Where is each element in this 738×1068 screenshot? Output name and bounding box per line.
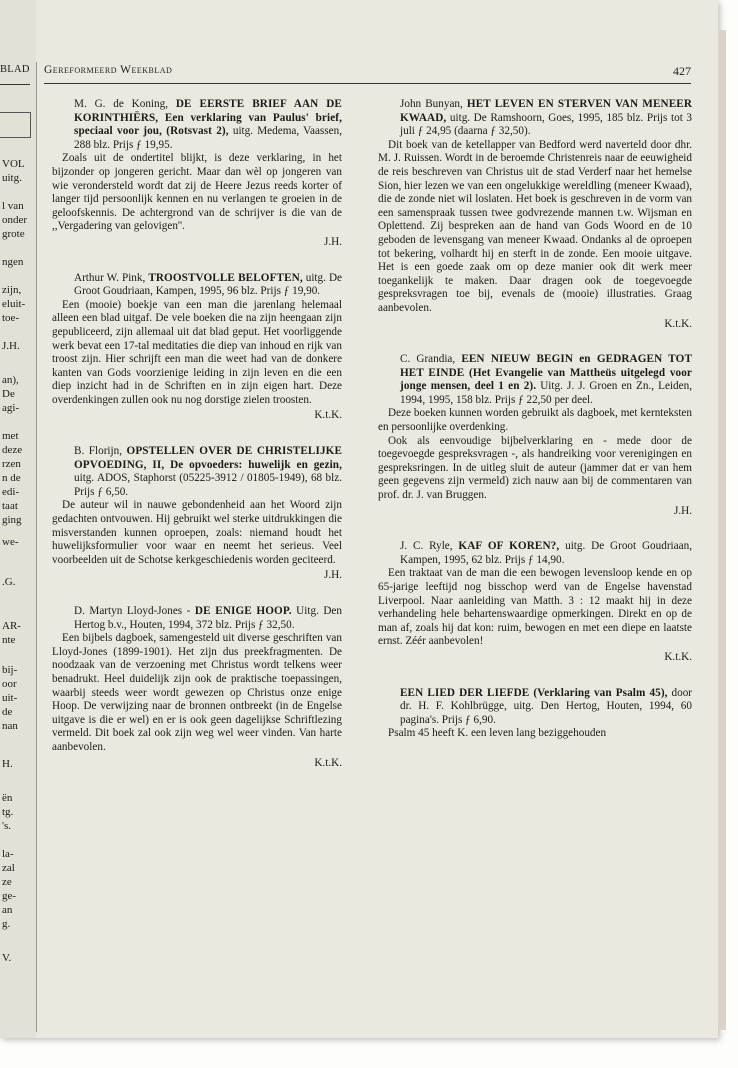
previous-page-fragment: deze: [2, 444, 23, 456]
review-title: OPSTELLEN OVER DE CHRISTELIJKE OPVOEDING, II, De opvoeders: huwelijk en gezin,: [74, 445, 343, 471]
previous-page-fragment: ging: [2, 514, 22, 526]
review-body: [378, 567, 692, 649]
review-paragraph: Deze boeken kunnen worden gebruikt als dagboek, met kernteksten en persoonlijke overdenking.: [378, 407, 692, 434]
previous-page-fragment: ngen: [2, 256, 24, 268]
review-paragraph: Ook als eenvoudige bijbelverklaring en - mede door de toegevoegde gespreksvragen -, als handreiking voor verenigingen en gespreksringen. In de uitleg sluit de auteur (jammer dat er van hem geen gegevens zijn vermeld) zich nauw aan bij de commentaren van prof. dr. J. van Bruggen.: [378, 434, 692, 502]
previous-page-fragment: bij-: [2, 664, 18, 676]
previous-page-fragment: zal: [2, 862, 15, 874]
previous-page-rule: [0, 84, 30, 85]
review: [378, 98, 692, 331]
previous-page-fragment: taat: [2, 500, 18, 512]
review: [378, 540, 692, 664]
review-publication: Uitg. Den Hertog b.v., Houten, 1994, 372 blz. Prijs ƒ 32,50.: [74, 605, 342, 631]
previous-page-fragment: De: [2, 388, 15, 400]
previous-page-header: BLAD: [0, 64, 30, 75]
review-signature: K.t.K.: [664, 650, 692, 663]
review-signature: J.H.: [673, 504, 692, 517]
review-title: EEN LIED DER LIEFDE (Verklaring van Psalm 45),: [400, 686, 668, 699]
review-paragraph: Een traktaat van de man die een bewogen levensloop kende en op 65-jarige leeftijd nog bisschop werd van de Engelse havenstad Liverpool. Naar aanleiding van Matth. 3 : 12 maakt hij in deze verhandeling hele behartenswaardige opmerkingen. Direkt en op de man af, zoals hij dat kon: ruim, bewogen en met een diepe en laatste ernst. Zéér aanbevolen!: [378, 567, 692, 648]
previous-page-fragment: la-: [2, 848, 14, 860]
previous-page-fragment: g.: [2, 918, 11, 930]
previous-page-fragment: edi-: [2, 486, 20, 498]
review-paragraph: Een bijbels dagboek, samengesteld uit diverse geschriften van Lloyd-Jones (1899-1901). Het zijn dus preekfragmenten. De noodzaak van de verzoening met Christus wordt telkens weer benadrukt. Heel duidelijk zijn ook de praktische toepassingen, waarbij steeds weer wordt gewezen op Christus onze enige Hoop. De verwijzing naar de bronnen ontbreekt (in de Engelse uitgave is die er wel) en er is ook geen dagelijkse Schriftlezing vermeld. Dit boek zal ook zijn weg wel weer vinden. Van harte aanbevolen.: [52, 632, 342, 753]
previous-page-fragment: an: [2, 904, 13, 916]
review-author: Arthur W. Pink,: [74, 271, 146, 284]
review-heading: [52, 445, 342, 499]
previous-page-fragment: n de: [2, 472, 21, 484]
page-fold-divider: [36, 62, 37, 1032]
previous-page-fragment: uit-: [2, 692, 18, 704]
review-paragraph: Dit boek van de ketellapper van Bedford werd naverteld door dhr. M. J. Ruissen. Wordt in de beroemde Christenreis naar de eeuwigheid de reis beschreven van Christus uit de stad Verderf naar het hemelse Sion, hier lezen we van een ongelukkige wereldling (meneer Kwaad), die de zonde niet wil loslaten. Het boek is geschreven in de vorm van een samenspraak tussen twee godvrezende mannen t.w. Wijsman en Oplettend. Zij bespreken aan de hand van Gods Woord en de 10 geboden de levensgang van meneer Kwaad. Ondanks al de oproepen tot bekering, volhardt hij en sterft in de zonde. Een mooie uitgave. Het is een goede zaak om op deze manier ook dit werk meer toegankelijk te maken. Daar dragen ook de toegevoegde gespreksvragen toe bij, evenals de (mooie) illustraties. Graag aanbevolen.: [378, 138, 692, 314]
review-body: [52, 499, 342, 567]
review-signature: K.t.K.: [314, 756, 342, 769]
review: [52, 98, 342, 250]
previous-page-fragment: nan: [2, 720, 18, 732]
review-title: KAF OF KOREN?,: [458, 540, 560, 553]
review-publication: Uitg. J. J. Groen en Zn., Leiden, 1994, 1995, 158 blz. Prijs ƒ 22,50 per deel.: [400, 380, 693, 406]
previous-page-fragment: zijn,: [2, 284, 22, 296]
previous-page-fragment: nte: [2, 634, 16, 646]
review-heading: [378, 353, 692, 407]
previous-page-fragment: l van: [2, 200, 24, 212]
review-signature: J.H.: [323, 235, 342, 248]
review: [52, 605, 342, 770]
review-publication: door dr. H. F. Kohlbrügge, uitg. Den Hertog, Houten, 1994, 60 pagina's. Prijs ƒ 6,90.: [400, 686, 693, 726]
review-body: [378, 727, 692, 741]
previous-page-fragment: tg.: [2, 806, 14, 818]
previous-page-box: [0, 112, 31, 138]
review: [378, 687, 692, 741]
page-number: 427: [673, 64, 691, 78]
previous-page-fragment: eluit-: [2, 298, 26, 310]
running-header: [44, 64, 691, 82]
review-heading: [378, 98, 692, 139]
review-signature: K.t.K.: [664, 317, 692, 330]
review-body: [378, 407, 692, 502]
review-heading: [378, 540, 692, 567]
previous-page-fragment: ge-: [2, 890, 17, 902]
review-paragraph: Een (mooie) boekje van een man die jarenlang helemaal alleen een blad uitgaf. De vele boeken die na zijn heengaan zijn gepubliceerd, zijn allemaal uit dat blad geput. Het voorliggende werk bevat een 17-tal meditaties die diep van inhoud en rijk van troost zijn. Hier schrijft een man die weet had van de donkere kanten van Gods voorzienige leiding in zijn leven en die een diep inzicht had in de Schriften en in zijn eigen hart. Deze overdenkingen zullen ook nu nog dorstige zielen troosten.: [52, 298, 342, 406]
left-column: [52, 98, 342, 792]
review-paragraph: De auteur wil in nauwe gebondenheid aan het Woord zijn gedachten ontvouwen. Hij gebruikt wel sterke uitdrukkingen die misverstanden kunnen oproepen, zoals: niemand houdt het huwelijksformulier voor waar en neemt het serieus. Veel voorbeelden uit de Schotse kerkgeschiedenis worden geciteerd.: [52, 499, 342, 566]
review-author: C. Grandia,: [400, 353, 456, 366]
review-title: DE ENIGE HOOP.: [194, 605, 292, 617]
previous-page-fragment: agi-: [2, 402, 20, 414]
previous-page-fragment: 's.: [2, 820, 12, 832]
review-heading: [52, 605, 342, 632]
previous-page-fragment: we-: [2, 536, 19, 548]
previous-page-fragment: grote: [2, 228, 25, 240]
review-publication: uitg. De Ramshoorn, Goes, 1995, 185 blz. Prijs tot 3 juli ƒ 24,95 (daarna ƒ 32,50).: [400, 111, 692, 138]
review-publication: uitg. De Groot Goudriaan, Kampen, 1995, 96 blz. Prijs ƒ 19,90.: [74, 271, 342, 298]
review-heading: [52, 272, 342, 299]
previous-page-fragment: H.: [2, 758, 13, 770]
review-title: TROOSTVOLLE BELOFTEN,: [148, 271, 303, 284]
review-body: [52, 632, 342, 754]
review-author: D. Martyn Lloyd-Jones -: [74, 605, 191, 617]
previous-page-fragment: ze: [2, 876, 12, 888]
review-title: EEN NIEUW BEGIN en GEDRAGEN TOT HET EINDE (Het Evangelie van Mattheüs uitgelegd voor jonge mensen, deel 1 en 2).: [400, 353, 693, 393]
page-edge: [718, 30, 726, 1030]
review-signature: K.t.K.: [314, 409, 342, 422]
review-author: M. G. de Koning,: [74, 98, 169, 110]
review-title: HET LEVEN EN STERVEN VAN MENEER KWAAD,: [400, 98, 693, 124]
review-author: John Bunyan,: [400, 98, 463, 110]
review-publication: uitg. Medema, Vaassen, 288 blz. Prijs ƒ 19,95.: [74, 125, 343, 151]
review: [378, 353, 692, 518]
review-heading: [378, 687, 692, 728]
review-paragraph: Psalm 45 heeft K. een leven lang beziggehouden: [388, 727, 607, 740]
review-author: J. C. Ryle,: [400, 540, 453, 553]
previous-page-fragment: VOL: [2, 158, 25, 170]
previous-page-fragment: de: [2, 706, 13, 718]
journal-title: Gereformeerd Weekblad: [44, 64, 173, 76]
review-publication: uitg. De Groot Goudriaan, Kampen, 1995, 62 blz. Prijs ƒ 14,90.: [400, 540, 692, 566]
previous-page-fragment: ën: [2, 792, 13, 804]
previous-page-fragment: rzen: [2, 458, 21, 470]
review: [52, 445, 342, 583]
right-column: [378, 98, 692, 763]
review-paragraph: Zoals uit de ondertitel blijkt, is deze verklaring, in het bijzonder op jongeren gericht. Maar dan wèl op jongeren van wie verondersteld wordt dat zij de Heere Jezus reeds korter of langer tijd persoonlijk kennen en nu verlangen te groeien in de geloofskennis. De achtergrond van de schrijver is die van de ,,Vergadering van gelovigen''.: [52, 152, 342, 233]
review: [52, 272, 342, 424]
previous-page-fragment: toe-: [2, 312, 20, 324]
previous-page-fragment: met: [2, 430, 19, 442]
review-body: [52, 299, 342, 408]
previous-page-strip: [0, 0, 36, 1038]
review-publication: uitg. ADOS, Staphorst (05225-3912 / 01805-1949), 68 blz. Prijs ƒ 6,50.: [74, 472, 342, 498]
review-heading: [52, 98, 342, 152]
previous-page-fragment: an),: [2, 374, 19, 386]
previous-page-fragment: .G.: [2, 576, 16, 588]
review-body: [52, 152, 342, 234]
previous-page-fragment: uitg.: [2, 172, 22, 184]
review-signature: J.H.: [323, 569, 342, 582]
header-rule: [44, 83, 691, 84]
previous-page-fragment: oor: [2, 678, 17, 690]
previous-page-fragment: onder: [2, 214, 28, 226]
previous-page-fragment: J.H.: [2, 340, 20, 352]
review-body: [378, 139, 692, 316]
review-title: DE EERSTE BRIEF AAN DE KORINTHIËRS, Een verklaring van Paulus' brief, speciaal voor jou, (Rotsvast 2),: [74, 98, 342, 138]
review-author: B. Florijn,: [74, 445, 123, 458]
previous-page-fragment: AR-: [2, 620, 21, 632]
previous-page-fragment: V.: [2, 952, 12, 964]
